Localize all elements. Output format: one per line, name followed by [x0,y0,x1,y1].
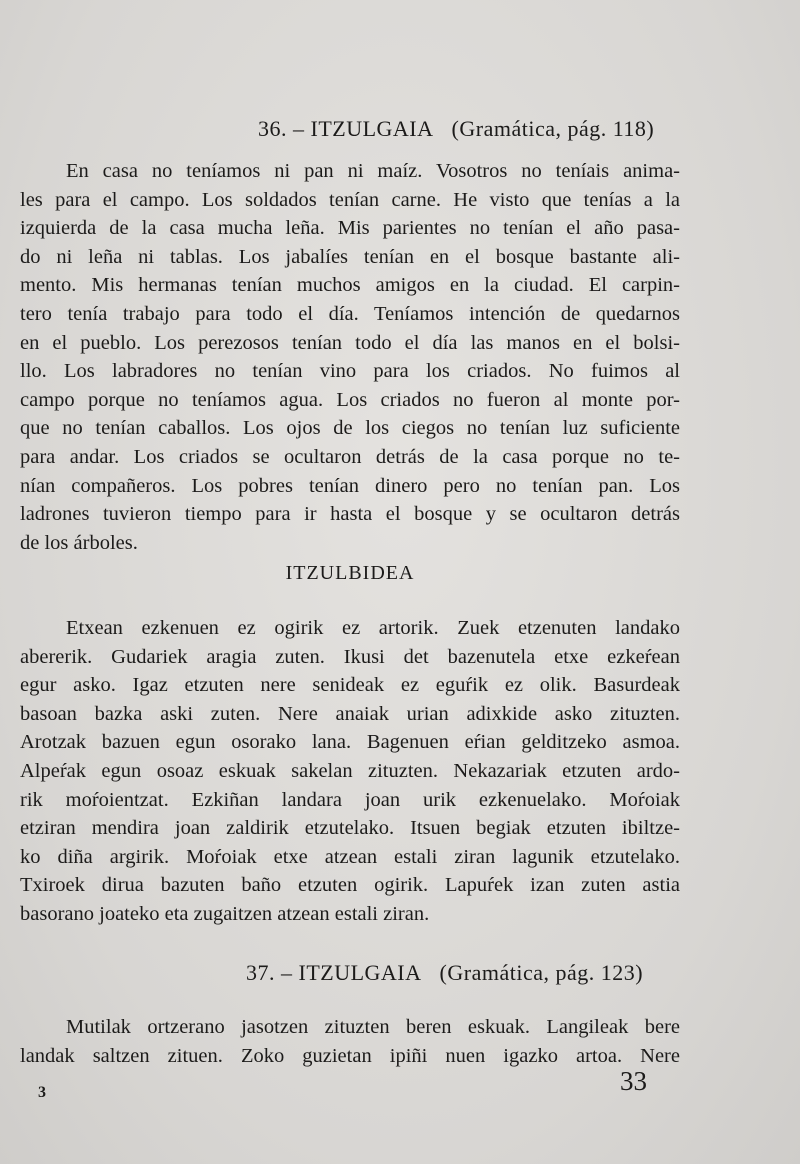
text-line: basorano joateko eta zugaitzen atzean estali ziran. [20,902,430,925]
text-line: Etxean ezkenuen ez ogirik ez artorik. Zuek etzenuten landako [66,617,680,639]
text-line: ladrones tuvieron tiempo para ir hasta el bosque y se ocultaron detrás [20,503,680,526]
text-line: rik moŕoientzat. Ezkiñan landara joan urik ezkenuelako. Moŕoiak [20,788,680,811]
itzulbidea-heading: ITZULBIDEA [285,562,415,584]
text-line: mento. Mis hermanas tenían muchos amigos en la ciudad. El carpin- [20,274,680,297]
section-37-grammar-ref: (Gramática, pág. 123) [439,960,644,985]
text-line: izquierda de la casa mucha leña. Mis parientes no tenían el año pasa- [20,217,680,240]
section-36-title: 36. – ITZULGAIA [258,116,434,141]
text-line: egur asko. Igaz etzuten nere senideak ez eguŕik ez olik. Basurdeak [20,674,680,697]
section-37-paragraph [20,1013,680,1070]
text-line: Mutilak ortzerano jasotzen zituzten beren eskuak. Langileak bere [66,1016,680,1038]
text-line: tero tenía trabajo para todo el día. Teníamos intención de quedarnos [20,302,680,325]
section-36-heading [258,116,654,142]
text-line: en el pueblo. Los perezosos tenían todo el día las manos en el bolsi- [20,331,680,354]
text-line: etziran mendira joan zaldirik etzutelako. Itsuen begiak etzuten ibiltze- [20,817,680,840]
printer-signature-mark: 3 [38,1084,46,1101]
itzulbidea-paragraph [20,614,680,929]
text-line: En casa no teníamos ni pan ni maíz. Vosotros no teníais anima- [66,160,680,182]
text-line: landak saltzen zituen. Zoko guzietan ipiñi nuen igazko artoa. Nere [20,1044,680,1067]
page-number: 33 [620,1066,647,1096]
text-line: nían compañeros. Los pobres tenían dinero pero no tenían pan. Los [20,474,680,497]
text-line: les para el campo. Los soldados tenían carne. He visto que tenías a la [20,188,680,211]
section-36-grammar-ref: (Gramática, pág. 118) [451,116,655,141]
text-line: Txiroek dirua bazuten baño etzuten ogirik. Lapuŕek izan zuten astia [20,874,680,897]
text-line: Alpeŕak egun osoaz eskuak sakelan zituzten. Nekazariak etzuten ardo- [20,759,680,782]
section-37-title: 37. – ITZULGAIA [246,960,422,985]
text-line: llo. Los labradores no tenían vino para los criados. No fuimos al [20,360,680,383]
text-line: abererik. Gudariek aragia zuten. Ikusi det bazenutela etxe ezkeŕean [20,645,680,668]
section-37-heading [246,960,643,986]
text-line: basoan bazka aski zuten. Nere anaiak urian adixkide asko zituzten. [20,702,680,725]
text-line: do ni leña ni tablas. Los jabalíes tenían en el bosque bastante ali- [20,245,680,268]
text-line: para andar. Los criados se ocultaron detrás de la casa porque no te- [20,445,680,468]
text-line: que no tenían caballos. Los ojos de los ciegos no tenían luz suficiente [20,417,680,440]
text-line: de los árboles. [20,531,138,554]
text-line: campo porque no teníamos agua. Los criados no fueron al monte por- [20,388,680,411]
section-36-paragraph [20,157,680,557]
text-line: Arotzak bazuen egun osorako lana. Bagenuen eŕian gelditzeko asmoa. [20,731,680,754]
text-line: ko diña argirik. Moŕoiak etxe atzean estali ziran lagunik etzutelako. [20,845,680,868]
